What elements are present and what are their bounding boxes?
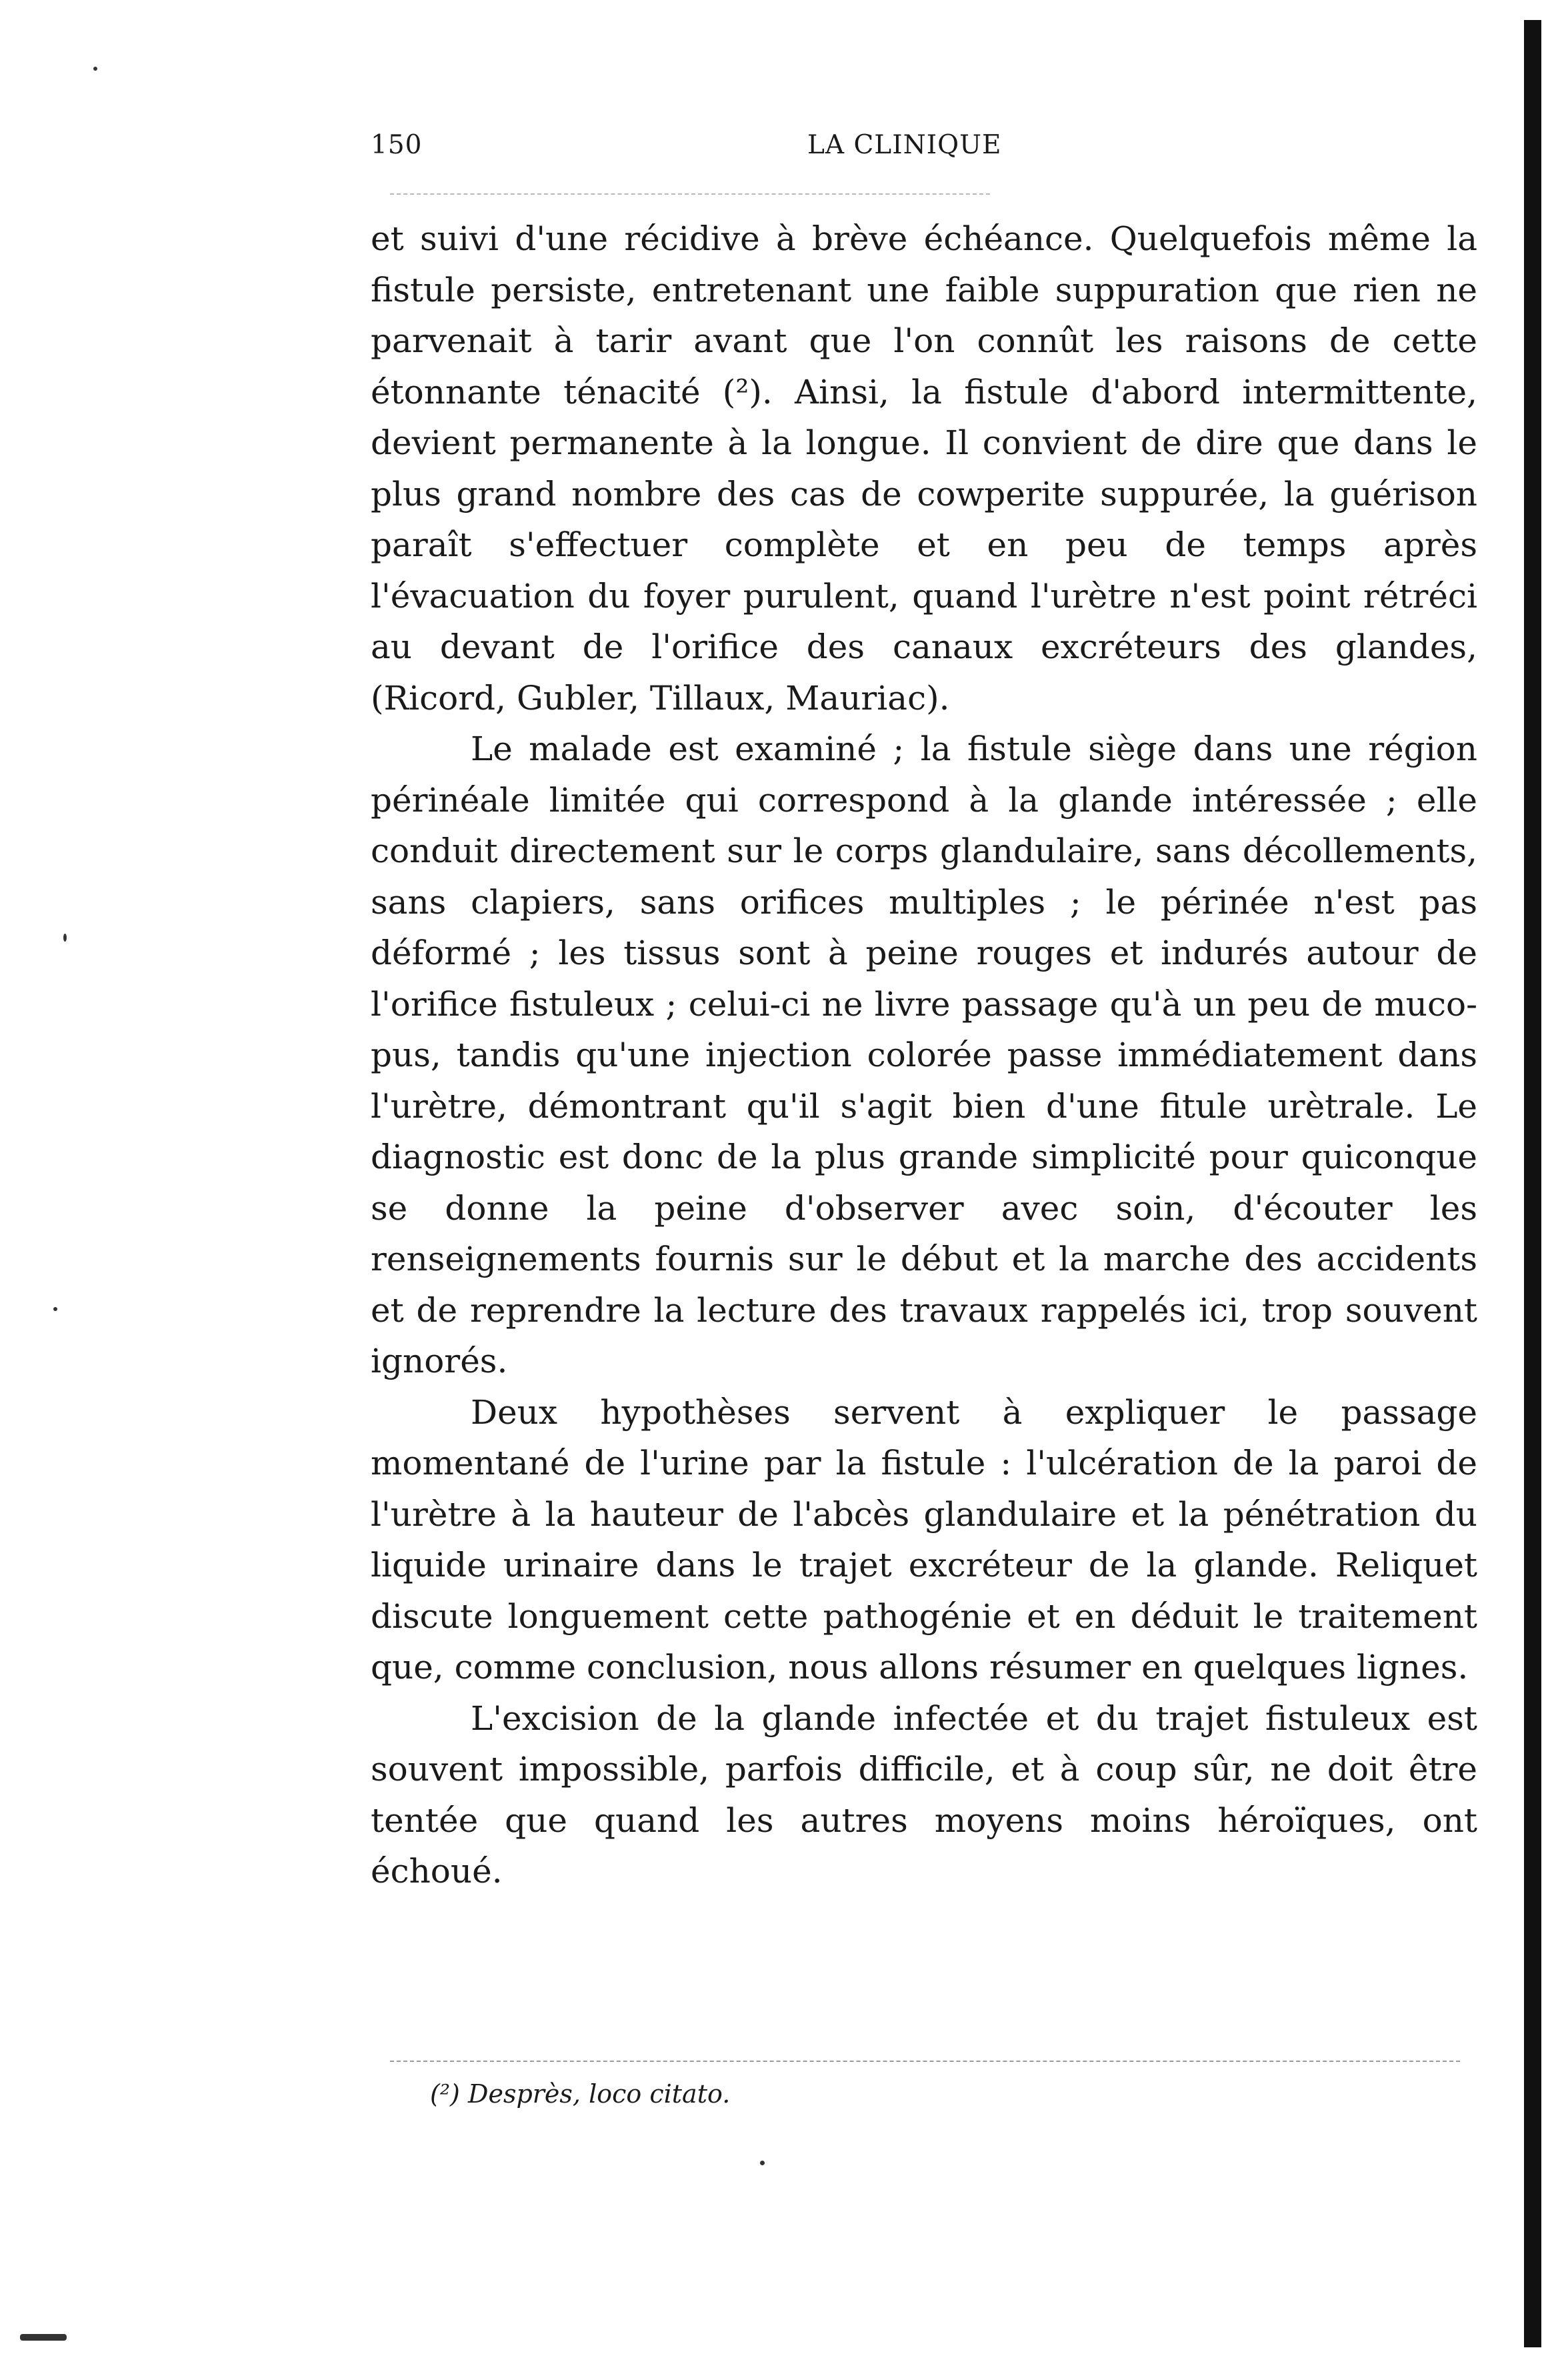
paragraph-3: Deux hypothèses servent à expliquer le passage momentané de l'urine par la fistule : l'ulcération de la paroi de l'urètre à la hauteur de l'abcès glandulaire et la pénétration du liquide urinaire dans le trajet excréteur de la glande. Reliquet discute longuement cette pathogénie et en déduit le traitement que, comme conclusion, nous allons résumer en quelques lignes.	[371, 1392, 1477, 1686]
running-title: LA CLINIQUE	[807, 130, 1002, 160]
paragraph-4: L'excision de la glande infectée et du trajet fistuleux est souvent impossible, parfois difficile, et à coup sûr, ne doit être tentée que quand les autres moyens moins héroïques, ont échoué.	[371, 1698, 1477, 1891]
page-header	[371, 130, 1477, 170]
paragraph-2: Le malade est examiné ; la fistule siège dans une région périnéale limitée qui correspond à la glande intéressée ; elle conduit directement sur le corps glandulaire, sans décollements, sans clapiers, sans orifices multiples ; le périnée n'est pas déformé ; les tissus sont à peine rouges et indurés autour de l'orifice fistuleux ; celui-ci ne livre passage qu'à un peu de muco-pus, tandis qu'une injection colorée passe immédiatement dans l'urètre, démontrant qu'il s'agit bien d'une fitule urètrale. Le diagnostic est donc de la plus grande simplicité pour quiconque se donne la peine d'observer avec soin, d'écouter les renseignements fournis sur le début et la marche des accidents et de reprendre la lecture des travaux rappelés ici, trop souvent ignorés.	[371, 730, 1477, 1380]
paper-speck	[93, 67, 97, 71]
paragraph-1: et suivi d'une récidive à brève échéance. Quelquefois même la fistule persiste, entretenant une faible suppuration que rien ne parvenait à tarir avant que l'on connût les raisons de cette étonnante ténacité (²). Ainsi, la fistule d'abord intermittente, devient permanente à la longue. Il convient de dire que dans le plus grand nombre des cas de cowperite suppurée, la guérison paraît s'effectuer complète et en peu de temps après l'évacuation du foyer purulent, quand l'urètre n'est point rétréci au devant de l'orifice des canaux excréteurs des glandes, (Ricord, Gubler, Tillaux, Mauriac).	[371, 219, 1477, 718]
paper-speck	[53, 1307, 57, 1311]
footnote-text: Desprès, loco citato.	[467, 2079, 731, 2109]
body-text	[371, 213, 1477, 1897]
paper-speck	[760, 2161, 765, 2165]
footnote	[430, 2079, 730, 2109]
footnote-rule	[390, 2061, 1460, 2062]
header-rule	[390, 193, 990, 195]
paper-speck	[63, 934, 67, 942]
footnote-marker: (²)	[430, 2079, 460, 2109]
page-number: 150	[371, 130, 423, 160]
paper-mark	[20, 2334, 67, 2341]
page-edge-shadow	[1524, 20, 1541, 2347]
